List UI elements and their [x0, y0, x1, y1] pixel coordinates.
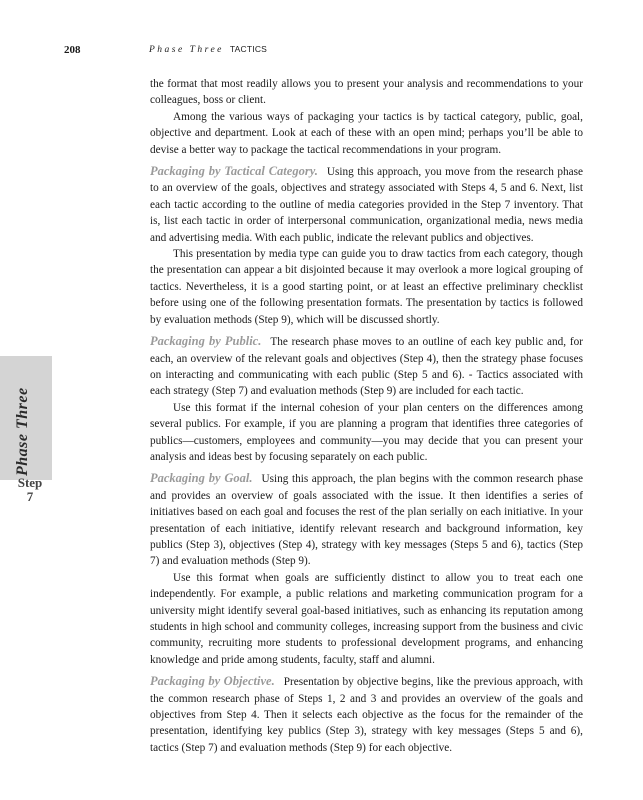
subheading-tactical-category: Packaging by Tactical Category. [150, 164, 318, 179]
paragraph: Use this format if the internal cohesion of your plan centers on the differences among several publics. For example, if you are planning a program that identifies three categories of publics—customers, employees and community—you may decide that you can present your analysis and ideas best by focusing separately on each public. [150, 401, 583, 463]
paragraph-text: Using this approach, you move from the research phase to an overview of the goals, objectives and strategy associated with Steps 4, 5 and 6. Next, list each tactic according to the outline of media categories provided in the Step 7 inventory. That is, list each tactic in order of interpersonal communication, organizational media, news media and advertising media. With each public, indicate the relevant publics and objectives. [150, 166, 583, 244]
subheading-goal: Packaging by Goal. [150, 471, 253, 486]
page-header [0, 44, 643, 60]
paragraph-text: Using this approach, the plan begins with the common research phase and provides an overview of goals associated with the issue. It then identifies a series of initiatives based on each goal and focuses the rest of the plan serially on each initiative. In your presentation of each initiative, identify relevant research and background information, key publics (Step 3), objectives (Step 4), strategy with key messages (Steps 5 and 6), tactics (Step 7) and evaluation methods (Step 9). [150, 473, 583, 568]
running-head-phase: Phase Three [149, 45, 224, 55]
step-number: 7 [26, 489, 34, 504]
paragraph [150, 673, 583, 756]
body-text [150, 76, 583, 756]
side-tab-label: Phase Three [14, 387, 31, 476]
paragraph [150, 163, 583, 246]
paragraph [150, 333, 583, 400]
running-head-section: TACTICS [229, 44, 268, 54]
running-head [149, 44, 267, 55]
step-word: Step [17, 475, 43, 490]
paragraph-text: The research phase moves to an outline of each key public and, for each, an overview of the relevant goals and objectives (Step 4), then the strategy phase focuses on interacting and communicating with each public (Step 5 and 6). - Tactics associated with each strategy (Step 7) and evaluation methods (Step 9) are included for each tactic. [150, 336, 583, 398]
step-indicator [4, 476, 56, 504]
subheading-objective: Packaging by Objective. [150, 674, 275, 689]
paragraph: Use this format when goals are sufficiently distinct to allow you to treat each one independently. For example, a public relations and marketing communication program for a university might identify several goal-based initiatives, such as enhancing its reputation among students in high school and community colleges, increasing support from the business and civic community, recruiting more students to professional development programs, and enhancing knowledge and pride among students, faculty, staff and alumni. [150, 571, 583, 666]
page-number: 208 [64, 44, 81, 56]
paragraph: Among the various ways of packaging your tactics is by tactical category, public, goal, objective and department. Look at each of these with an open mind; perhaps you’ll be able to devise a better way to package the tactical recommendations in your program. [150, 110, 583, 156]
paragraph [150, 470, 583, 569]
paragraph: This presentation by media type can guide you to draw tactics from each category, though the presentation can appear a bit disjointed because it may overlook a more logical grouping of tactics. Nevertheless, it is a good starting point, or at least an effective preliminary checklist before using one of the following presentation formats. The presentation by tactics is followed by evaluation methods (Step 9), which will be discussed shortly. [150, 248, 583, 326]
subheading-public: Packaging by Public. [150, 334, 262, 349]
paragraph-text: Presentation by objective begins, like the previous approach, with the common research phase of Steps 1, 2 and 3 and provides an overview of the goals and objectives from Step 4. Then it selects each objective as the focus for the remainder of the presentation, identifying key publics (Step 3), strategy with key messages (Steps 5 and 6), tactics (Step 7) and evaluation methods (Step 9) for each objective. [150, 676, 583, 754]
paragraph: the format that most readily allows you to present your analysis and recommendations to your colleagues, boss or client. [150, 78, 583, 107]
